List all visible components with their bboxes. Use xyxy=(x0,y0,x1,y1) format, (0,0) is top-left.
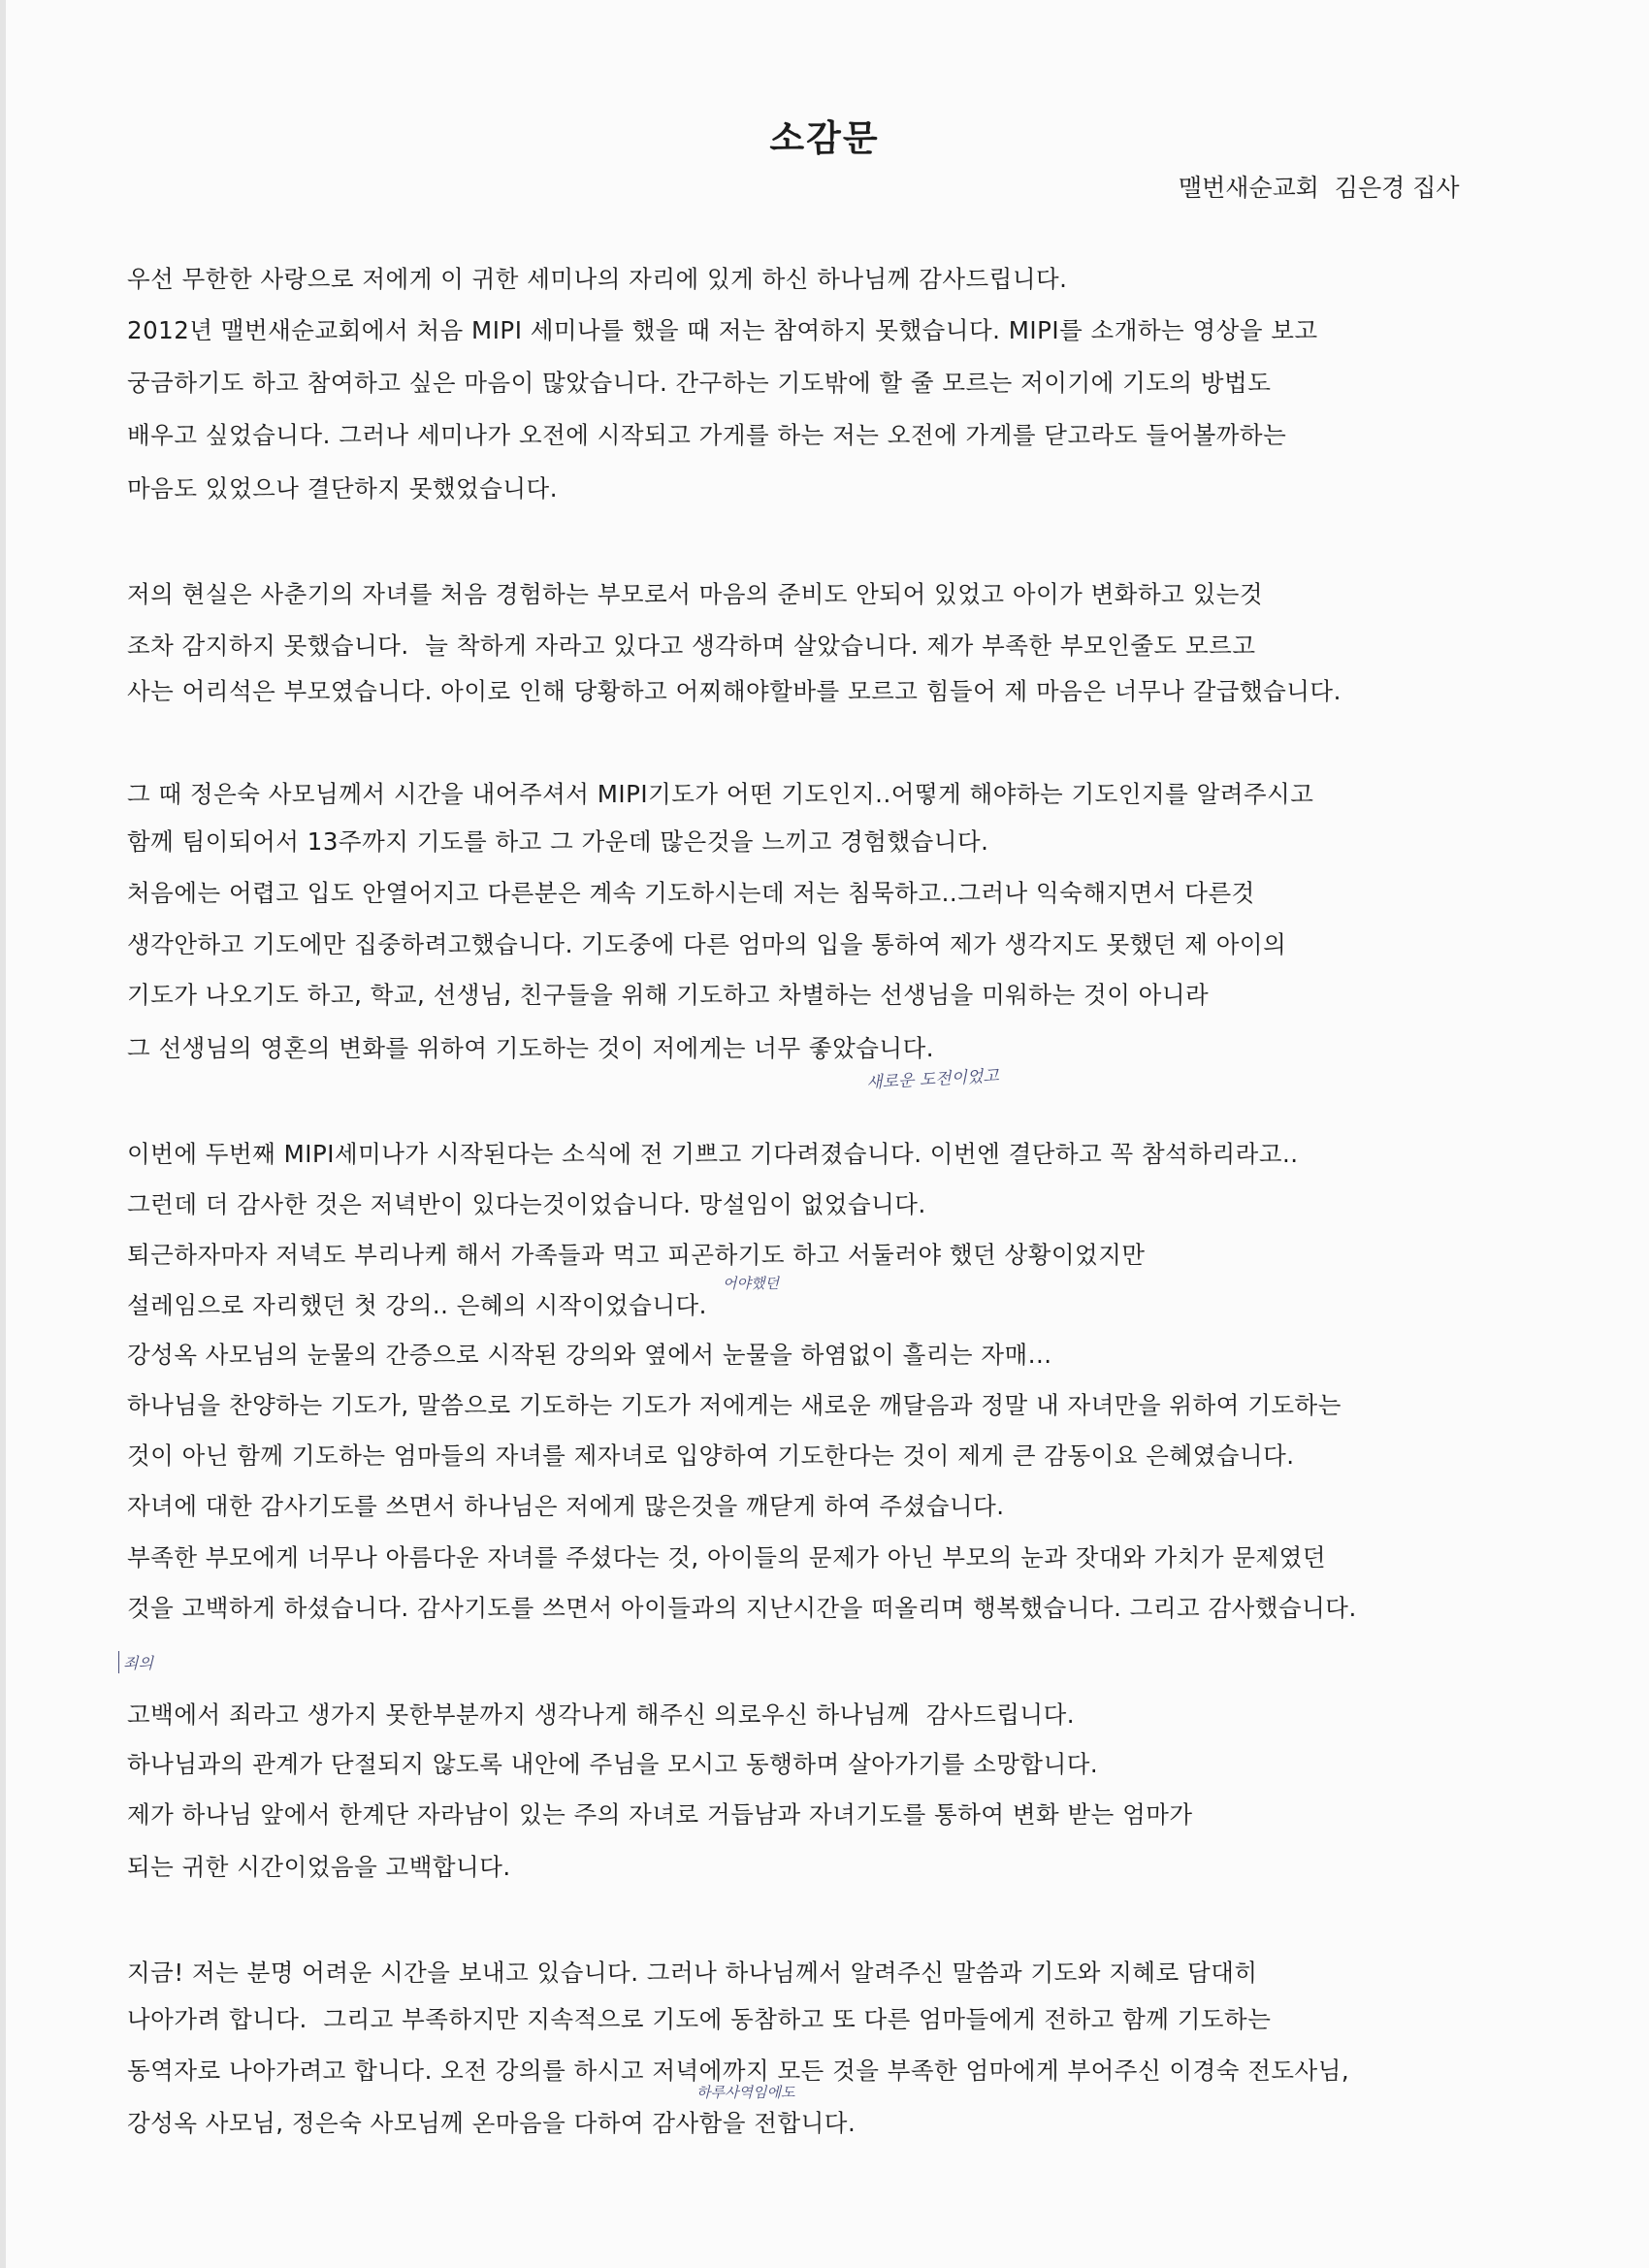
body-text-line: 설레임으로 자리했던 첫 강의.. 은혜의 시작이었습니다. xyxy=(127,1291,707,1319)
body-text-line: 기도가 나오기도 하고, 학교, 선생님, 친구들을 위해 기도하고 차별하는 선생님을 미워하는 것이 아니라 xyxy=(127,981,1210,1009)
body-text-line: 2012년 맬번새순교회에서 처음 MIPI 세미나를 했을 때 저는 참여하지 못했습니다. MIPI를 소개하는 영상을 보고 xyxy=(127,316,1318,344)
body-text-line: 이번에 두번째 MIPI세미나가 시작된다는 소식에 전 기쁘고 기다려졌습니다. 이번엔 결단하고 꼭 참석하리라고.. xyxy=(127,1140,1299,1168)
body-text-line: 우선 무한한 사랑으로 저에게 이 귀한 세미나의 자리에 있게 하신 하나님께 감사드립니다. xyxy=(127,265,1068,293)
body-text-line: 동역자로 나아가려고 합니다. 오전 강의를 하시고 저녁에까지 모든 것을 부족한 엄마에게 부어주신 이경숙 전도사님, xyxy=(127,2057,1350,2085)
body-text-line: 마음도 있었으나 결단하지 못했었습니다. xyxy=(127,474,558,502)
handwritten-note: 하루사역임에도 xyxy=(696,2084,795,2101)
body-text-line: 그 때 정은숙 사모님께서 시간을 내어주셔서 MIPI기도가 어떤 기도인지..어떻게 해야하는 기도인지를 알려주시고 xyxy=(127,780,1314,808)
body-text-line: 되는 귀한 시간이었음을 고백합니다. xyxy=(127,1853,511,1881)
handwritten-note: 어야했던 xyxy=(723,1275,779,1292)
body-text-line: 조차 감지하지 못했습니다. 늘 착하게 자라고 있다고 생각하며 살았습니다. 제가 부족한 부모인줄도 모르고 xyxy=(127,632,1256,660)
body-text-line: 자녀에 대한 감사기도를 쓰면서 하나님은 저에게 많은것을 깨닫게 하여 주셨습니다. xyxy=(127,1492,1005,1520)
body-text-line: 강성옥 사모님, 정은숙 사모님께 온마음을 다하여 감사함을 전합니다. xyxy=(127,2109,857,2137)
body-text-line: 배우고 싶었습니다. 그러나 세미나가 오전에 시작되고 가게를 하는 저는 오전에 가게를 닫고라도 들어볼까하는 xyxy=(127,421,1287,449)
scan-edge xyxy=(0,0,6,2268)
body-text-line: 것을 고백하게 하셨습니다. 감사기도를 쓰면서 아이들과의 지난시간을 떠올리며 행복했습니다. 그리고 감사했습니다. xyxy=(127,1594,1357,1622)
body-text-line: 처음에는 어렵고 입도 안열어지고 다른분은 계속 기도하시는데 저는 침묵하고..그러나 익숙해지면서 다른것 xyxy=(127,879,1255,907)
body-text-line: 그런데 더 감사한 것은 저녁반이 있다는것이었습니다. 망설임이 없었습니다. xyxy=(127,1190,926,1218)
body-text-line: 제가 하나님 앞에서 한계단 자라남이 있는 주의 자녀로 거듭남과 자녀기도를 통하여 변화 받는 엄마가 xyxy=(127,1800,1193,1829)
handwritten-note: 죄의 xyxy=(118,1651,153,1673)
body-text-line: 함께 팀이되어서 13주까지 기도를 하고 그 가운데 많은것을 느끼고 경험했습니다. xyxy=(127,827,989,856)
body-text-line: 하나님과의 관계가 단절되지 않도록 내안에 주님을 모시고 동행하며 살아가기를 소망합니다. xyxy=(127,1750,1099,1778)
body-text-line: 사는 어리석은 부모였습니다. 아이로 인해 당황하고 어찌해야할바를 모르고 힘들어 제 마음은 너무나 갈급했습니다. xyxy=(127,677,1342,705)
body-text-line: 나아가려 합니다. 그리고 부족하지만 지속적으로 기도에 동참하고 또 다른 엄마들에게 전하고 함께 기도하는 xyxy=(127,2005,1272,2033)
body-text-line: 퇴근하자마자 저녁도 부리나케 해서 가족들과 먹고 피곤하기도 하고 서둘러야 했던 상황이었지만 xyxy=(127,1241,1146,1269)
body-text-line: 것이 아닌 함께 기도하는 엄마들의 자녀를 제자녀로 입양하여 기도한다는 것이 제게 큰 감동이요 은혜였습니다. xyxy=(127,1442,1295,1470)
body-text-line: 궁금하기도 하고 참여하고 싶은 마음이 많았습니다. 간구하는 기도밖에 할 줄 모르는 저이기에 기도의 방법도 xyxy=(127,369,1272,397)
body-text-line: 부족한 부모에게 너무나 아름다운 자녀를 주셨다는 것, 아이들의 문제가 아닌 부모의 눈과 잣대와 가치가 문제였던 xyxy=(127,1543,1326,1571)
body-text-line: 고백에서 죄라고 생가지 못한부분까지 생각나게 해주신 의로우신 하나님께 감사드립니다. xyxy=(127,1701,1076,1729)
body-text-line: 지금! 저는 분명 어려운 시간을 보내고 있습니다. 그러나 하나님께서 알려주신 말씀과 기도와 지혜로 담대히 xyxy=(127,1959,1258,1987)
body-text-line: 생각안하고 기도에만 집중하려고했습니다. 기도중에 다른 엄마의 입을 통하여 제가 생각지도 못했던 제 아이의 xyxy=(127,930,1287,958)
author-line: 맬번새순교회 김은경 집사 xyxy=(1179,174,1460,202)
body-text-line: 그 선생님의 영혼의 변화를 위하여 기도하는 것이 저에게는 너무 좋았습니다. xyxy=(127,1034,935,1062)
body-text-line: 하나님을 찬양하는 기도가, 말씀으로 기도하는 기도가 저에게는 새로운 깨달음과 정말 내 자녀만을 위하여 기도하는 xyxy=(127,1391,1342,1419)
document-title: 소감문 xyxy=(769,117,880,159)
handwritten-note: 새로운 도전이었고 xyxy=(865,1066,1000,1093)
body-text-line: 강성옥 사모님의 눈물의 간증으로 시작된 강의와 옆에서 눈물을 하염없이 흘리는 자매... xyxy=(127,1341,1052,1369)
body-text-line: 저의 현실은 사춘기의 자녀를 처음 경험하는 부모로서 마음의 준비도 안되어 있었고 아이가 변화하고 있는것 xyxy=(127,580,1264,608)
